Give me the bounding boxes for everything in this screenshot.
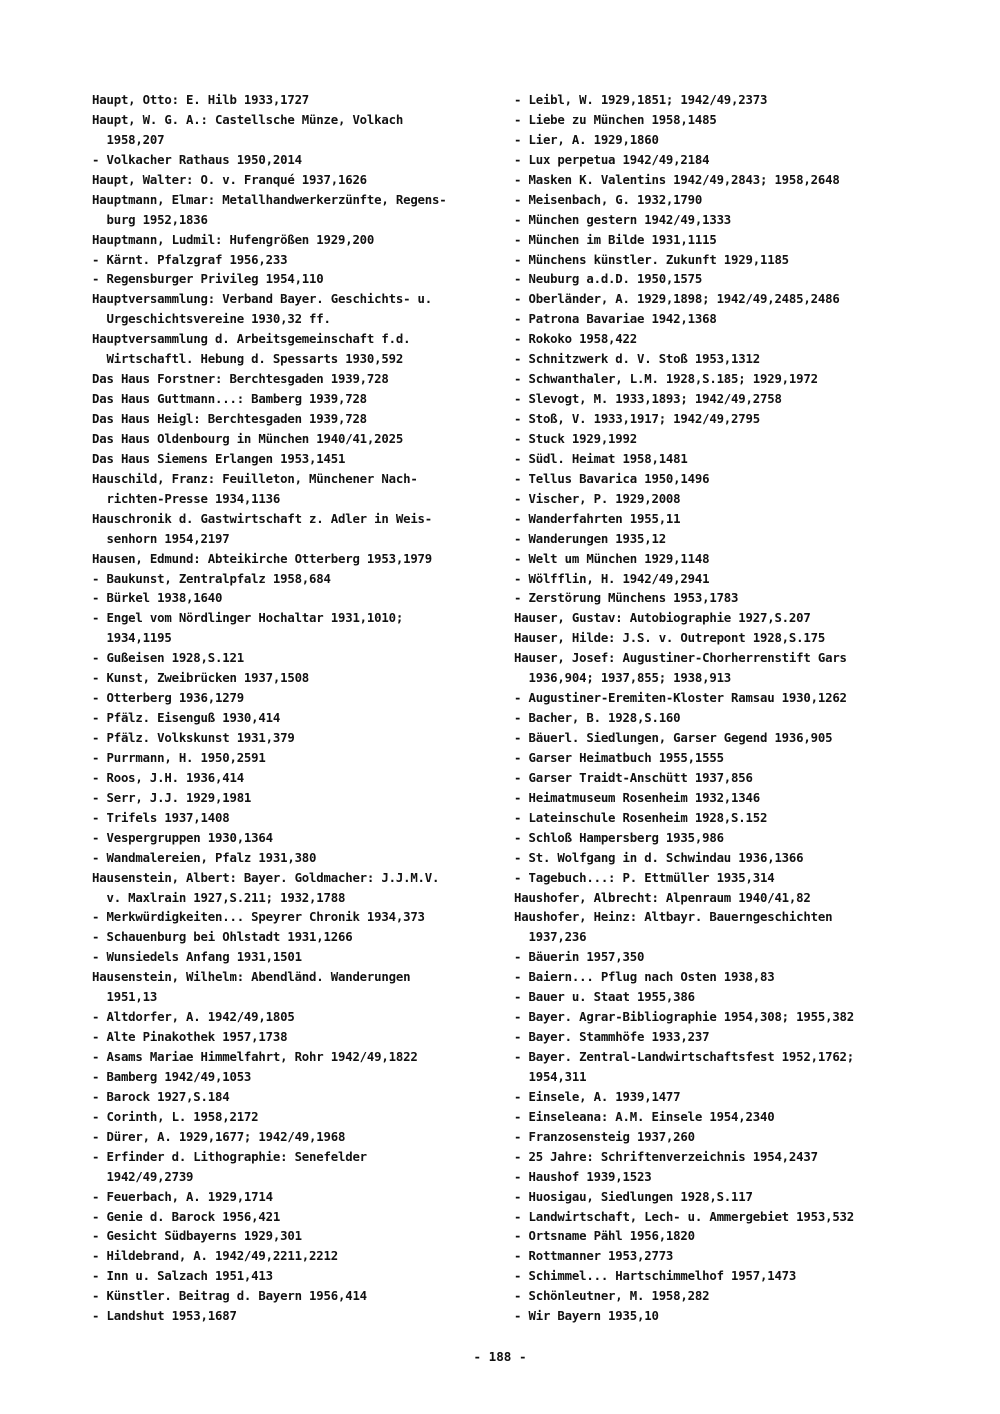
index-entry: - Volkacher Rathaus 1950,2014: [92, 151, 302, 167]
index-entry: - St. Wolfgang in d. Schwindau 1936,1366: [514, 849, 804, 865]
right-column: [514, 90, 934, 1326]
index-entry: - Stoß, V. 1933,1917; 1942/49,2795: [514, 411, 760, 426]
index-entry: - Patrona Bavariae 1942,1368: [514, 311, 717, 327]
index-entry: - Lux perpetua 1942/49,2184: [514, 151, 710, 167]
index-entry: Haupt, Walter: O. v. Franqué 1937,1626: [92, 171, 367, 187]
index-entry: - Lateinschule Rosenheim 1928,S.152: [514, 809, 768, 825]
index-entry: Urgeschichtsvereine 1930,32 ff.: [92, 311, 331, 327]
index-entry: Hauschronik d. Gastwirtschaft z. Adler in Weis-: [92, 510, 433, 526]
index-entry: - Bamberg 1942/49,1053: [92, 1068, 252, 1084]
index-entry: - Pfälz. Eisenguß 1930,414: [92, 710, 281, 726]
index-entry: Hauser, Josef: Augustiner-Chorherrenstift Gars: [514, 650, 847, 666]
index-entry: - Trifels 1937,1408: [92, 809, 230, 825]
index-entry: - Barock 1927,S.184: [92, 1088, 230, 1104]
index-entry: - Roos, J.H. 1936,414: [92, 769, 244, 785]
index-entry: - Inn u. Salzach 1951,413: [92, 1268, 273, 1284]
index-entry: - Garser Traidt-Anschütt 1937,856: [514, 769, 753, 785]
index-entry: - Asams Mariae Himmelfahrt, Rohr 1942/49,1822: [92, 1049, 418, 1064]
index-entry: - Zerstörung Münchens 1953,1783: [514, 590, 739, 606]
index-entry: - Wanderfahrten 1955,11: [514, 510, 681, 526]
index-entry: - Corinth, L. 1958,2172: [92, 1108, 259, 1124]
index-entry: - Tagebuch...: P. Ettmüller 1935,314: [514, 869, 775, 885]
index-entry: - Kärnt. Pfalzgraf 1956,233: [92, 251, 288, 267]
index-entry: richten-Presse 1934,1136: [92, 490, 281, 506]
index-entry: Hausenstein, Albert: Bayer. Goldmacher: J.J.M.V.: [92, 869, 440, 885]
index-entry: - Bürkel 1938,1640: [92, 590, 223, 606]
index-entry: - Augustiner-Eremiten-Kloster Ramsau 1930,1262: [514, 690, 847, 706]
index-entry: - Wanderungen 1935,12: [514, 530, 666, 546]
index-entry: - Garser Heimatbuch 1955,1555: [514, 749, 724, 765]
index-entry: 1951,13: [92, 989, 158, 1005]
index-entry: Haushofer, Heinz: Altbayr. Bauerngeschichten: [514, 909, 833, 925]
index-entry: - Lier, A. 1929,1860: [514, 131, 659, 147]
index-entry: - Wölfflin, H. 1942/49,2941: [514, 570, 710, 586]
index-entry: - Gesicht Südbayerns 1929,301: [92, 1228, 302, 1244]
index-entry: Haupt, Otto: E. Hilb 1933,1727: [92, 92, 310, 107]
index-entry: - Pfälz. Volkskunst 1931,379: [92, 730, 295, 745]
index-entry: - Bacher, B. 1928,S.160: [514, 710, 681, 726]
index-entry: Hauser, Hilde: J.S. v. Outrepont 1928,S.175: [514, 630, 826, 646]
index-entry: - Schloß Hampersberg 1935,986: [514, 829, 724, 845]
index-entry: burg 1952,1836: [92, 211, 208, 227]
index-entry: - Haushof 1939,1523: [514, 1168, 652, 1184]
index-entry: - Bäuerin 1957,350: [514, 949, 645, 965]
index-entry: - Vischer, P. 1929,2008: [514, 490, 681, 506]
index-entry: - Tellus Bavarica 1950,1496: [514, 470, 710, 486]
index-entry: - Regensburger Privileg 1954,110: [92, 271, 324, 287]
index-entry: - Serr, J.J. 1929,1981: [92, 789, 252, 805]
index-entry: - Leibl, W. 1929,1851; 1942/49,2373: [514, 92, 768, 107]
index-entry: - Baukunst, Zentralpfalz 1958,684: [92, 570, 331, 586]
index-entry: - Vespergruppen 1930,1364: [92, 829, 273, 845]
index-entry: - Schauenburg bei Ohlstadt 1931,1266: [92, 929, 353, 945]
index-entry: v. Maxlrain 1927,S.211; 1932,1788: [92, 889, 346, 905]
index-entry: - Schimmel... Hartschimmelhof 1957,1473: [514, 1268, 797, 1284]
index-entry: - Purrmann, H. 1950,2591: [92, 749, 266, 765]
index-entry: Hauser, Gustav: Autobiographie 1927,S.207: [514, 610, 811, 626]
index-entry: Hauptversammlung d. Arbeitsgemeinschaft f.d.: [92, 331, 411, 347]
index-entry: - Einsele, A. 1939,1477: [514, 1088, 681, 1104]
index-entry: - Bayer. Agrar-Bibliographie 1954,308; 1955,382: [514, 1009, 855, 1025]
index-entry: - Landshut 1953,1687: [92, 1308, 237, 1324]
index-entry: - Bauer u. Staat 1955,386: [514, 989, 695, 1005]
index-entry: - Neuburg a.d.D. 1950,1575: [514, 271, 703, 287]
index-entry: - Masken K. Valentins 1942/49,2843; 1958,2648: [514, 171, 840, 187]
page-number: - 188 -: [473, 1349, 527, 1364]
index-entry: - Baiern... Pflug nach Osten 1938,83: [514, 969, 775, 985]
index-entry: - Dürer, A. 1929,1677; 1942/49,1968: [92, 1128, 346, 1144]
index-entry: - Meisenbach, G. 1932,1790: [514, 191, 703, 207]
index-entry: 1958,207: [92, 131, 165, 147]
index-entry: - 25 Jahre: Schriftenverzeichnis 1954,2437: [514, 1148, 818, 1164]
index-entry: - Welt um München 1929,1148: [514, 550, 710, 566]
index-entry: Das Haus Oldenbourg in München 1940/41,2025: [92, 430, 404, 446]
index-entry: - Engel vom Nördlinger Hochaltar 1931,1010;: [92, 610, 404, 626]
index-entry: - Rottmanner 1953,2773: [514, 1248, 674, 1264]
index-entry: - Einseleana: A.M. Einsele 1954,2340: [514, 1108, 775, 1124]
index-entry: Hauptmann, Elmar: Metallhandwerkerzünfte, Regens-: [92, 191, 447, 207]
index-entry: Hausenstein, Wilhelm: Abendländ. Wanderungen: [92, 969, 411, 985]
index-entry: - München im Bilde 1931,1115: [514, 231, 717, 247]
index-entry: - Merkwürdigkeiten... Speyrer Chronik 1934,373: [92, 909, 425, 925]
index-entry: - Alte Pinakothek 1957,1738: [92, 1029, 288, 1045]
index-entry: - Bayer. Stammhöfe 1933,237: [514, 1029, 710, 1045]
index-entry: Haushofer, Albrecht: Alpenraum 1940/41,82: [514, 889, 811, 905]
index-entry: - Hildebrand, A. 1942/49,2211,2212: [92, 1248, 338, 1264]
index-entry: - Huosigau, Siedlungen 1928,S.117: [514, 1188, 753, 1204]
index-entry: - Bäuerl. Siedlungen, Garser Gegend 1936,905: [514, 730, 833, 745]
index-entry: - Oberländer, A. 1929,1898; 1942/49,2485,2486: [514, 291, 840, 307]
index-entry: Hauptmann, Ludmil: Hufengrößen 1929,200: [92, 231, 375, 247]
index-entry: 1934,1195: [92, 630, 172, 646]
index-entry: Haupt, W. G. A.: Castellsche Münze, Volkach: [92, 111, 404, 127]
index-entry: - Schnitzwerk d. V. Stoß 1953,1312: [514, 351, 760, 367]
index-entry: - Altdorfer, A. 1942/49,1805: [92, 1009, 295, 1025]
index-entry: - Münchens künstler. Zukunft 1929,1185: [514, 251, 789, 267]
left-column: [92, 90, 492, 1326]
index-entry: - Ortsname Pähl 1956,1820: [514, 1228, 695, 1244]
index-entry: Das Haus Forstner: Berchtesgaden 1939,728: [92, 371, 389, 387]
index-entry: Das Haus Guttmann...: Bamberg 1939,728: [92, 391, 367, 407]
index-entry: - München gestern 1942/49,1333: [514, 211, 732, 227]
index-entry: - Künstler. Beitrag d. Bayern 1956,414: [92, 1288, 367, 1304]
index-entry: - Schwanthaler, L.M. 1928,S.185; 1929,1972: [514, 371, 818, 387]
index-entry: Hausen, Edmund: Abteikirche Otterberg 1953,1979: [92, 550, 433, 566]
index-entry: - Heimatmuseum Rosenheim 1932,1346: [514, 789, 760, 805]
index-entry: - Schönleutner, M. 1958,282: [514, 1288, 710, 1304]
index-entry: - Wandmalereien, Pfalz 1931,380: [92, 849, 317, 865]
index-entry: - Wir Bayern 1935,10: [514, 1308, 659, 1324]
index-entry: - Stuck 1929,1992: [514, 430, 637, 446]
index-entry: - Slevogt, M. 1933,1893; 1942/49,2758: [514, 391, 782, 407]
index-entry: - Otterberg 1936,1279: [92, 690, 244, 706]
index-entry: - Südl. Heimat 1958,1481: [514, 450, 688, 466]
index-entry: - Landwirtschaft, Lech- u. Ammergebiet 1953,532: [514, 1208, 855, 1224]
index-entry: - Franzosensteig 1937,260: [514, 1128, 695, 1144]
index-entry: Das Haus Siemens Erlangen 1953,1451: [92, 450, 346, 466]
index-entry: - Erfinder d. Lithographie: Senefelder: [92, 1148, 367, 1164]
index-entry: Wirtschaftl. Hebung d. Spessarts 1930,592: [92, 351, 404, 367]
index-entry: 1954,311: [514, 1068, 587, 1084]
index-entry: - Wunsiedels Anfang 1931,1501: [92, 949, 302, 965]
index-entry: Hauptversammlung: Verband Bayer. Geschichts- u.: [92, 291, 433, 307]
index-entry: - Bayer. Zentral-Landwirtschaftsfest 1952,1762;: [514, 1049, 855, 1064]
index-entry: - Genie d. Barock 1956,421: [92, 1208, 281, 1224]
index-entry: - Liebe zu München 1958,1485: [514, 111, 717, 127]
index-entry: - Feuerbach, A. 1929,1714: [92, 1188, 273, 1204]
index-entry: senhorn 1954,2197: [92, 530, 230, 546]
index-entry: - Gußeisen 1928,S.121: [92, 650, 244, 666]
index-entry: - Kunst, Zweibrücken 1937,1508: [92, 670, 310, 686]
index-entry: 1936,904; 1937,855; 1938,913: [514, 670, 732, 686]
index-entry: Das Haus Heigl: Berchtesgaden 1939,728: [92, 411, 367, 426]
index-entry: - Rokoko 1958,422: [514, 331, 637, 347]
index-entry: 1937,236: [514, 929, 587, 945]
index-entry: 1942/49,2739: [92, 1168, 194, 1184]
index-entry: Hauschild, Franz: Feuilleton, Münchener Nach-: [92, 470, 418, 486]
